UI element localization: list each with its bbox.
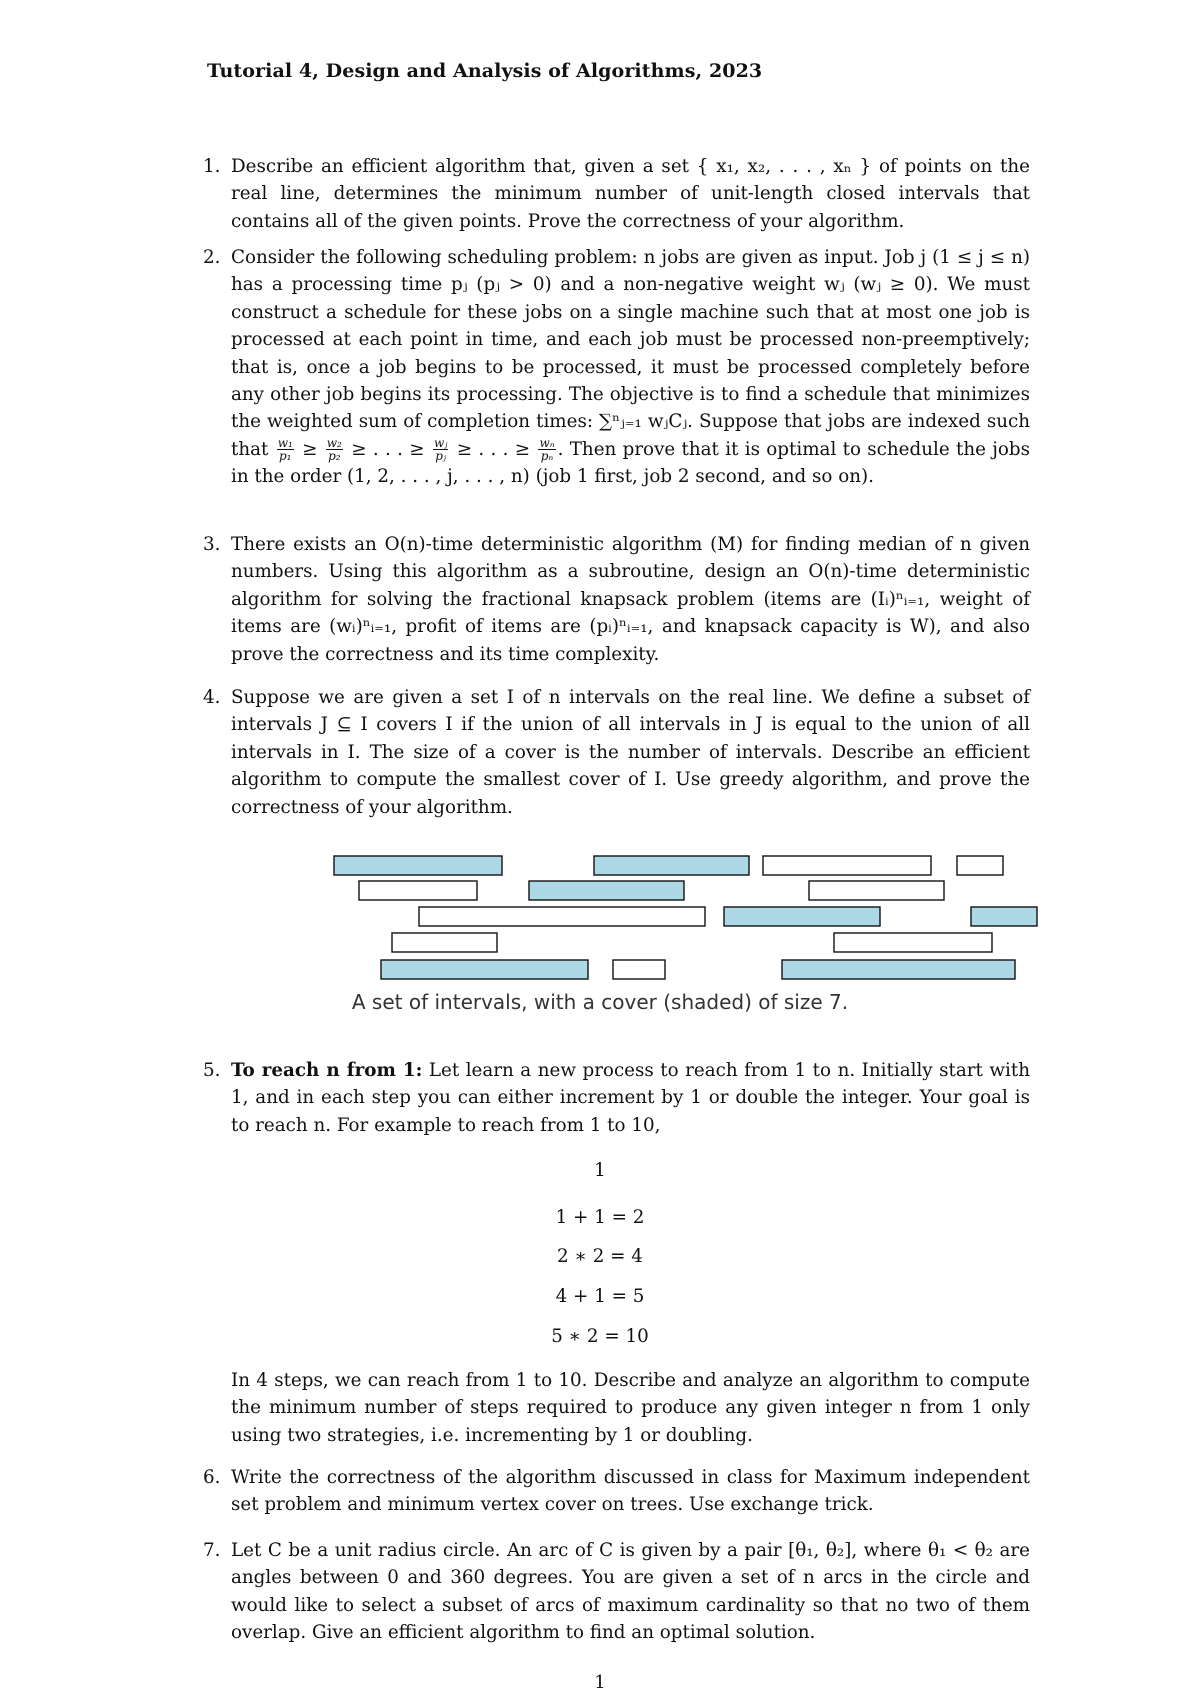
diagram-caption: A set of intervals, with a cover (shaded) of size 7.: [351, 990, 849, 1014]
interval: [809, 881, 944, 900]
step-line: 2 ∗ 2 = 4: [557, 1246, 643, 1267]
problem-5-continuation: [203, 1367, 1030, 1449]
problem-number: 5.: [203, 1060, 221, 1081]
problem-text: [231, 244, 1030, 491]
problem-number: 1.: [203, 156, 221, 177]
step-line: 4 + 1 = 5: [555, 1286, 645, 1307]
problem-heading: To reach n from 1:: [231, 1060, 423, 1081]
interval-shaded: [971, 907, 1037, 926]
problem-2: [203, 244, 1030, 491]
fraction-w1-p1: $\frac{\text{w₁}}{\text{p₁}}$: [277, 436, 293, 464]
problem-text: In 4 steps, we can reach from 1 to 10. Describe and analyze an algorithm to compute the minimum number of steps required to produce any given integer n from 1 only using two strategies, i.e. incrementing by 1 or doubling.: [231, 1370, 1030, 1446]
interval: [392, 933, 497, 952]
fraction-wj-pj: $\frac{\text{wⱼ}}{\text{pⱼ}}$: [433, 436, 448, 464]
interval: [613, 960, 665, 979]
problem-5: [203, 1057, 1030, 1139]
problem-number: 6.: [203, 1467, 221, 1488]
problem-text: Write the correctness of the algorithm discussed in class for Maximum independent set problem and minimum vertex cover on trees. Use exchange trick.: [231, 1467, 1030, 1516]
page-number: 1: [594, 1672, 606, 1693]
interval-shaded: [381, 960, 588, 979]
problem-1: [203, 153, 1030, 235]
interval: [419, 907, 705, 926]
page-title: Tutorial 4, Design and Analysis of Algorithms, 2023: [207, 60, 763, 82]
relation-symbol: ≥: [302, 438, 318, 460]
interval-shaded: [334, 856, 502, 875]
interval-shaded: [594, 856, 749, 875]
step-line: 5 ∗ 2 = 10: [551, 1326, 649, 1347]
interval: [763, 856, 931, 875]
problem-text: There exists an O(n)-time deterministic algorithm (M) for finding median of n given numbers. Using this algorithm as a subroutine, design an O(n)-time deterministic algorithm for solving the fractional knapsack problem (items are (Iᵢ)ⁿᵢ₌₁, weight of items are (wᵢ)ⁿᵢ₌₁, profit of items are (pᵢ)ⁿᵢ₌₁, and knapsack capacity is W), and also prove the correctness and its time complexity.: [231, 534, 1030, 665]
problem-number: 4.: [203, 687, 221, 708]
step-line: 1: [594, 1160, 606, 1181]
problem-text: Let C be a unit radius circle. An arc of C is given by a pair [θ₁, θ₂], where θ₁ < θ₂ are angles between 0 and 360 degrees. You are given a set of n arcs in the circle and would like to select a subset of arcs of maximum cardinality so that no two of them overlap. Give an efficient algorithm to find an optimal solution.: [231, 1540, 1030, 1644]
fraction-wn-pn: $\frac{\text{wₙ}}{\text{pₙ}}$: [539, 436, 555, 464]
relation-symbol: ≥: [409, 438, 425, 460]
problem-7: [203, 1537, 1030, 1647]
interval-set: [334, 856, 1037, 979]
problem-4: [203, 684, 1030, 821]
problem-text-part-a: Consider the following scheduling problem: n jobs are given as input. Job j (1 ≤ j ≤ n) has a processing time pⱼ (pⱼ > 0) and a non-negative weight wⱼ (wⱼ ≥ 0). We must construct a schedule for these jobs on a single machine such that at most one job is processed at each point in time, and each job must be processed non-preemptively; that is, once a job begins to be processed, it must be processed completely before any other job begins its processing. The objective is to find a schedule that minimizes the weighted sum of completion times: ∑ⁿⱼ₌₁ wⱼCⱼ. Suppose that jobs are indexed such that: [231, 247, 1030, 460]
problem-text: Describe an efficient algorithm that, given a set { x₁, x₂, . . . , xₙ } of points on the real line, determines the minimum number of unit-length closed intervals that contains all of the given points. Prove the correctness of your algorithm.: [231, 156, 1030, 232]
ellipsis: . . .: [372, 438, 403, 460]
interval: [834, 933, 992, 952]
problem-text: [231, 1057, 1030, 1139]
interval-shaded: [529, 881, 684, 900]
ellipsis: . . .: [478, 438, 509, 460]
interval: [957, 856, 1003, 875]
interval-shaded: [782, 960, 1015, 979]
problem-number: 7.: [203, 1540, 221, 1561]
problem-number: 3.: [203, 534, 221, 555]
problem-text-part-b: . Then prove that it is optimal to schedule the jobs in the order (1, 2, . . . , j, . . . , n) (job 1 first, job 2 second, and so on).: [231, 438, 1030, 488]
problem-intro: Let learn a new process to reach from 1 to n. Initially start with 1, and in each step you can either increment by 1 or double the integer. Your goal is to reach n. For example to reach from 1 to 10,: [231, 1060, 1031, 1136]
problem-3: [203, 531, 1030, 668]
relation-symbol: ≥: [351, 438, 367, 460]
relation-symbol: ≥: [514, 438, 531, 460]
relation-symbol: ≥: [456, 438, 473, 460]
problem-6: [203, 1464, 1030, 1519]
interval: [359, 881, 477, 900]
problem-text: Suppose we are given a set I of n intervals on the real line. We define a subset of intervals J ⊆ I covers I if the union of all intervals in J is equal to the union of all intervals in I. The size of a cover is the number of intervals. Describe an efficient algorithm to compute the smallest cover of I. Use greedy algorithm, and prove the correctness of your algorithm.: [231, 687, 1030, 818]
interval-shaded: [724, 907, 880, 926]
fraction-w2-p2: $\frac{\text{w₂}}{\text{p₂}}$: [326, 436, 342, 464]
problem-number: 2.: [203, 247, 221, 268]
step-line: 1 + 1 = 2: [555, 1207, 645, 1228]
